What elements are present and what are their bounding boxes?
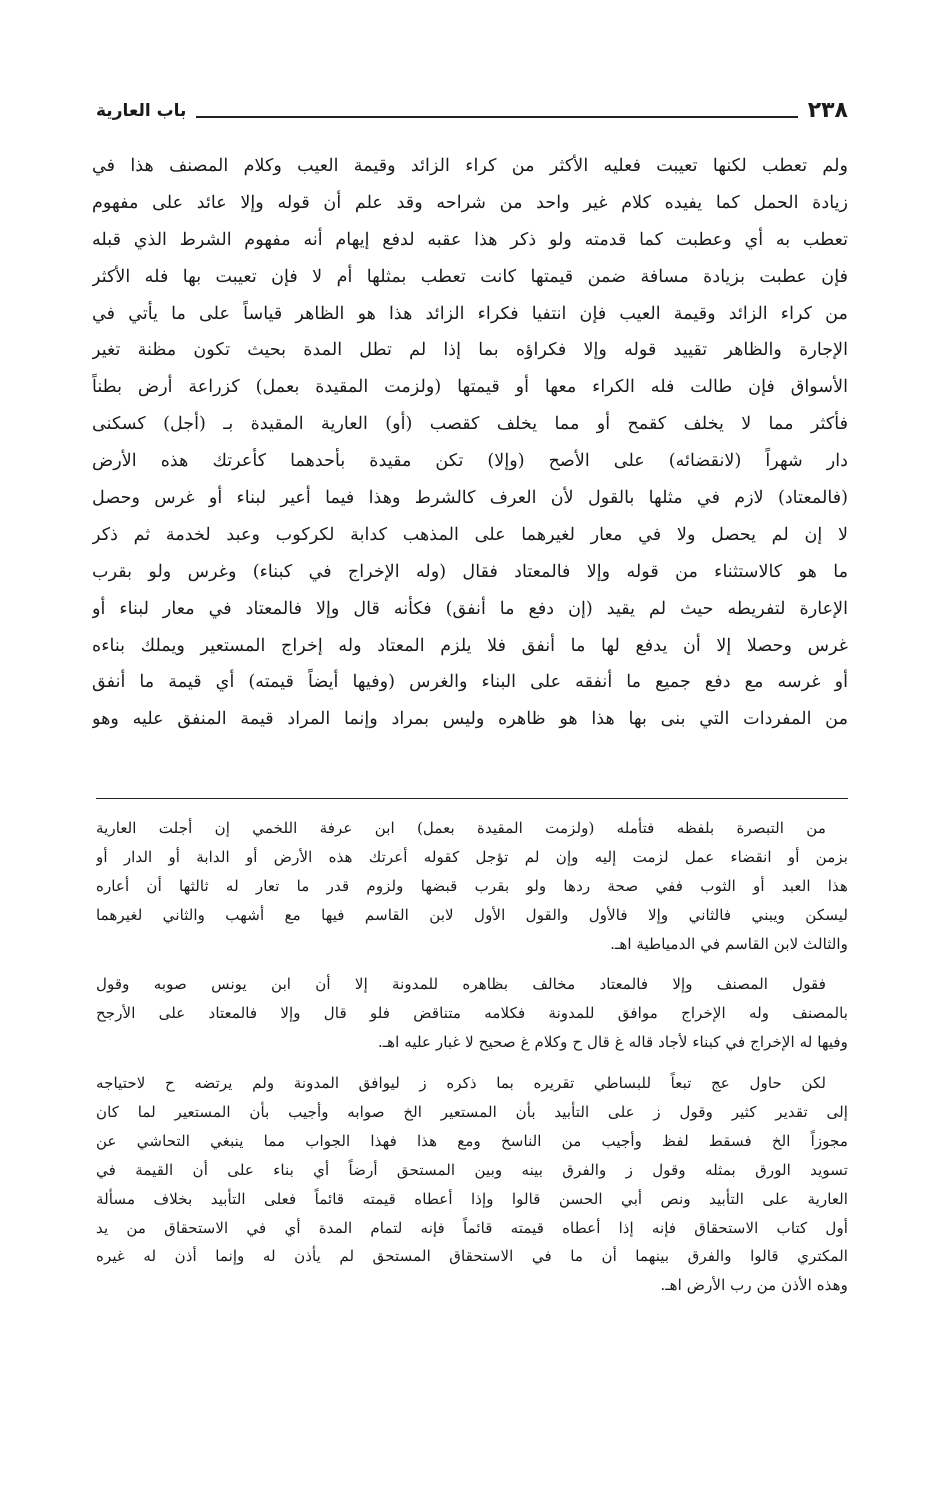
footnote-line: أول كتاب الاستحقاق فإنه إذا أعطاه قيمته قائماً فإنه لتمام المدة أي في الاستحقاق من يد bbox=[96, 1218, 848, 1237]
main-text-line: فأكثر مما لا يخلف كقمح أو مما يخلف كقصب (أو) العارية المقيدة بـ (أجل) كسكنى bbox=[92, 414, 848, 435]
main-text-line: تعطب به أي وعطبت كما قدمته ولو ذكر هذا عقبه لدفع إيهام أنه مفهوم الشرط الذي قبله bbox=[92, 229, 848, 250]
main-text-line: أو غرسه مع دفع جميع ما أنفقه على البناء والغرس (وفيها أيضاً قيمته) أي قيمة ما أنفق bbox=[92, 672, 848, 693]
footnote-line: بالمصنف وله الإخراج موافق للمدونة فكلامه متناقض فلو قال وإلا فالمعتاد على الأرجح bbox=[96, 1004, 848, 1023]
page-number: ٢٣٨ bbox=[807, 98, 848, 123]
main-text-line: غرس وحصلا إلا أن يدفع لها ما أنفق فلا يلزم المعتاد وله إخراج المستعير ويملك بناءه bbox=[92, 635, 848, 656]
chapter-title: باب العارية bbox=[96, 101, 187, 121]
footnote-paragraph bbox=[96, 1069, 848, 1300]
footnote-paragraph bbox=[96, 814, 848, 958]
main-text-line: لا إن لم يحصل ولا في معار لغيرهما على المذهب كدابة لكركوب وعبد لخدمة ثم ذكر bbox=[92, 524, 848, 545]
main-text-line: فإن عطبت بزيادة مسافة ضمن قيمتها كانت تعطب بمثلها أم لا فإن تعيبت بها فله الأكثر bbox=[92, 266, 848, 287]
footnote-line: لكن حاول عج تبعاً للبساطي تقريره بما ذكره ز ليوافق المدونة ولم يرتضه ح لاحتياجه bbox=[96, 1074, 826, 1093]
main-text-line: ما هو كالاستثناء من قوله وإلا فالمعتاد فقال (وله الإخراج في كبناء) وغرس ولو بقرب bbox=[92, 561, 848, 582]
main-text-line: من كراء الزائد وقيمة العيب فإن انتفيا فكراء الزائد هذا هو الظاهر قياساً على ما يأتي في bbox=[92, 303, 848, 324]
main-text-line: زيادة الحمل كما يفيده كلام غير واحد من شراحه وقد علم أن قوله وإلا عائد على مفهوم bbox=[92, 192, 848, 213]
main-text-line: دار شهراً (لانقضائه) على الأصح (وإلا) تكن مقيدة بأحدهما كأعرتك هذه الأرض bbox=[92, 451, 848, 472]
footnote-line: تسويد الورق بمثله وقول ز والفرق بينه وبين المستحق أرضاً أي بناء على أن القيمة في bbox=[96, 1160, 848, 1179]
footnote-line: هذا العبد أو الثوب ففي صحة ردها ولو بقرب قبضها ولزوم قدر ما تعار له ثالثها أن أعاره bbox=[96, 876, 848, 895]
main-text-line: الأسواق فإن طالت فله الكراء معها أو قيمتها (ولزمت المقيدة بعمل) كزراعة أرض بطناً bbox=[92, 377, 848, 398]
footnotes bbox=[96, 814, 848, 1312]
footnote-line: وفيها له الإخراج في كبناء لأجاد قاله غ قال ح وكلام غ صحيح لا غبار عليه اهـ. bbox=[377, 1033, 848, 1052]
main-text-line: من المفردات التي بنى بها هذا هو ظاهره وليس بمراد وإنما المراد قيمة المنفق عليه وهو bbox=[92, 709, 848, 730]
main-text-line: الإجارة والظاهر تقييد قوله وإلا فكراؤه بما إذا لم تطل المدة بحيث تكون مظنة تغير bbox=[92, 340, 848, 361]
main-text-line: (فالمعتاد) لازم في مثلها بالقول لأن العرف كالشرط وهذا فيما أعير لبناء أو غرس وحصل bbox=[92, 488, 848, 509]
footnote-line: المكتري قالوا والفرق بينهما أن ما في الاستحقاق المستحق لم يأذن له وإنما أذن له غيره bbox=[96, 1247, 848, 1266]
main-text-line: الإعارة لتفريطه حيث لم يقيد (إن دفع ما أنفق) فكأنه قال وإلا فالمعتاد في معار لبناء أو bbox=[92, 598, 848, 619]
footnote-line: فقول المصنف وإلا فالمعتاد مخالف بظاهره للمدونة إلا أن ابن يونس صوبه وقول bbox=[96, 975, 826, 994]
footnote-separator bbox=[96, 798, 848, 799]
footnote-line: بزمن أو انقضاء عمل لزمت إليه وإن لم تؤجل كقوله أعرتك هذه الأرض أو الدابة أو الدار أو bbox=[96, 847, 848, 866]
main-text bbox=[92, 148, 848, 738]
footnote-line: والثالث لابن القاسم في الدمياطية اهـ. bbox=[610, 934, 848, 953]
footnote-paragraph bbox=[96, 970, 848, 1057]
main-text-line: ولم تعطب لكنها تعيبت فعليه الأكثر من كراء الزائد وقيمة العيب وكلام المصنف هذا في bbox=[92, 156, 848, 176]
footnote-line: من التبصرة بلفظه فتأمله (ولزمت المقيدة بعمل) ابن عرفة اللخمي إن أجلت العارية bbox=[96, 819, 826, 837]
footnote-line: العارية على التأبيد ونص أبي الحسن قالوا وإذا أعطاه قيمته قائماً فعلى التأبيد بخلاف مسألة bbox=[96, 1189, 848, 1208]
header-rule bbox=[196, 116, 797, 118]
footnote-line: ليسكن ويبني فالثاني وإلا فالأول والقول الأول لابن القاسم فيها مع أشهب والثاني لغيرهما bbox=[96, 905, 848, 924]
footnote-line: مجوزاً الخ فسقط لفظ وأجيب من الناسخ ومع هذا فهذا الجواب مما ينبغي التحاشي عن bbox=[96, 1131, 848, 1150]
footnote-line: إلى تقدير كثير وقول ز على التأبيد بأن المستعير الخ صوابه وأجيب بأن المستعير لما كان bbox=[96, 1103, 848, 1122]
page-header bbox=[96, 84, 848, 124]
footnote-line: وهذه الأذن من رب الأرض اهـ. bbox=[660, 1276, 848, 1295]
